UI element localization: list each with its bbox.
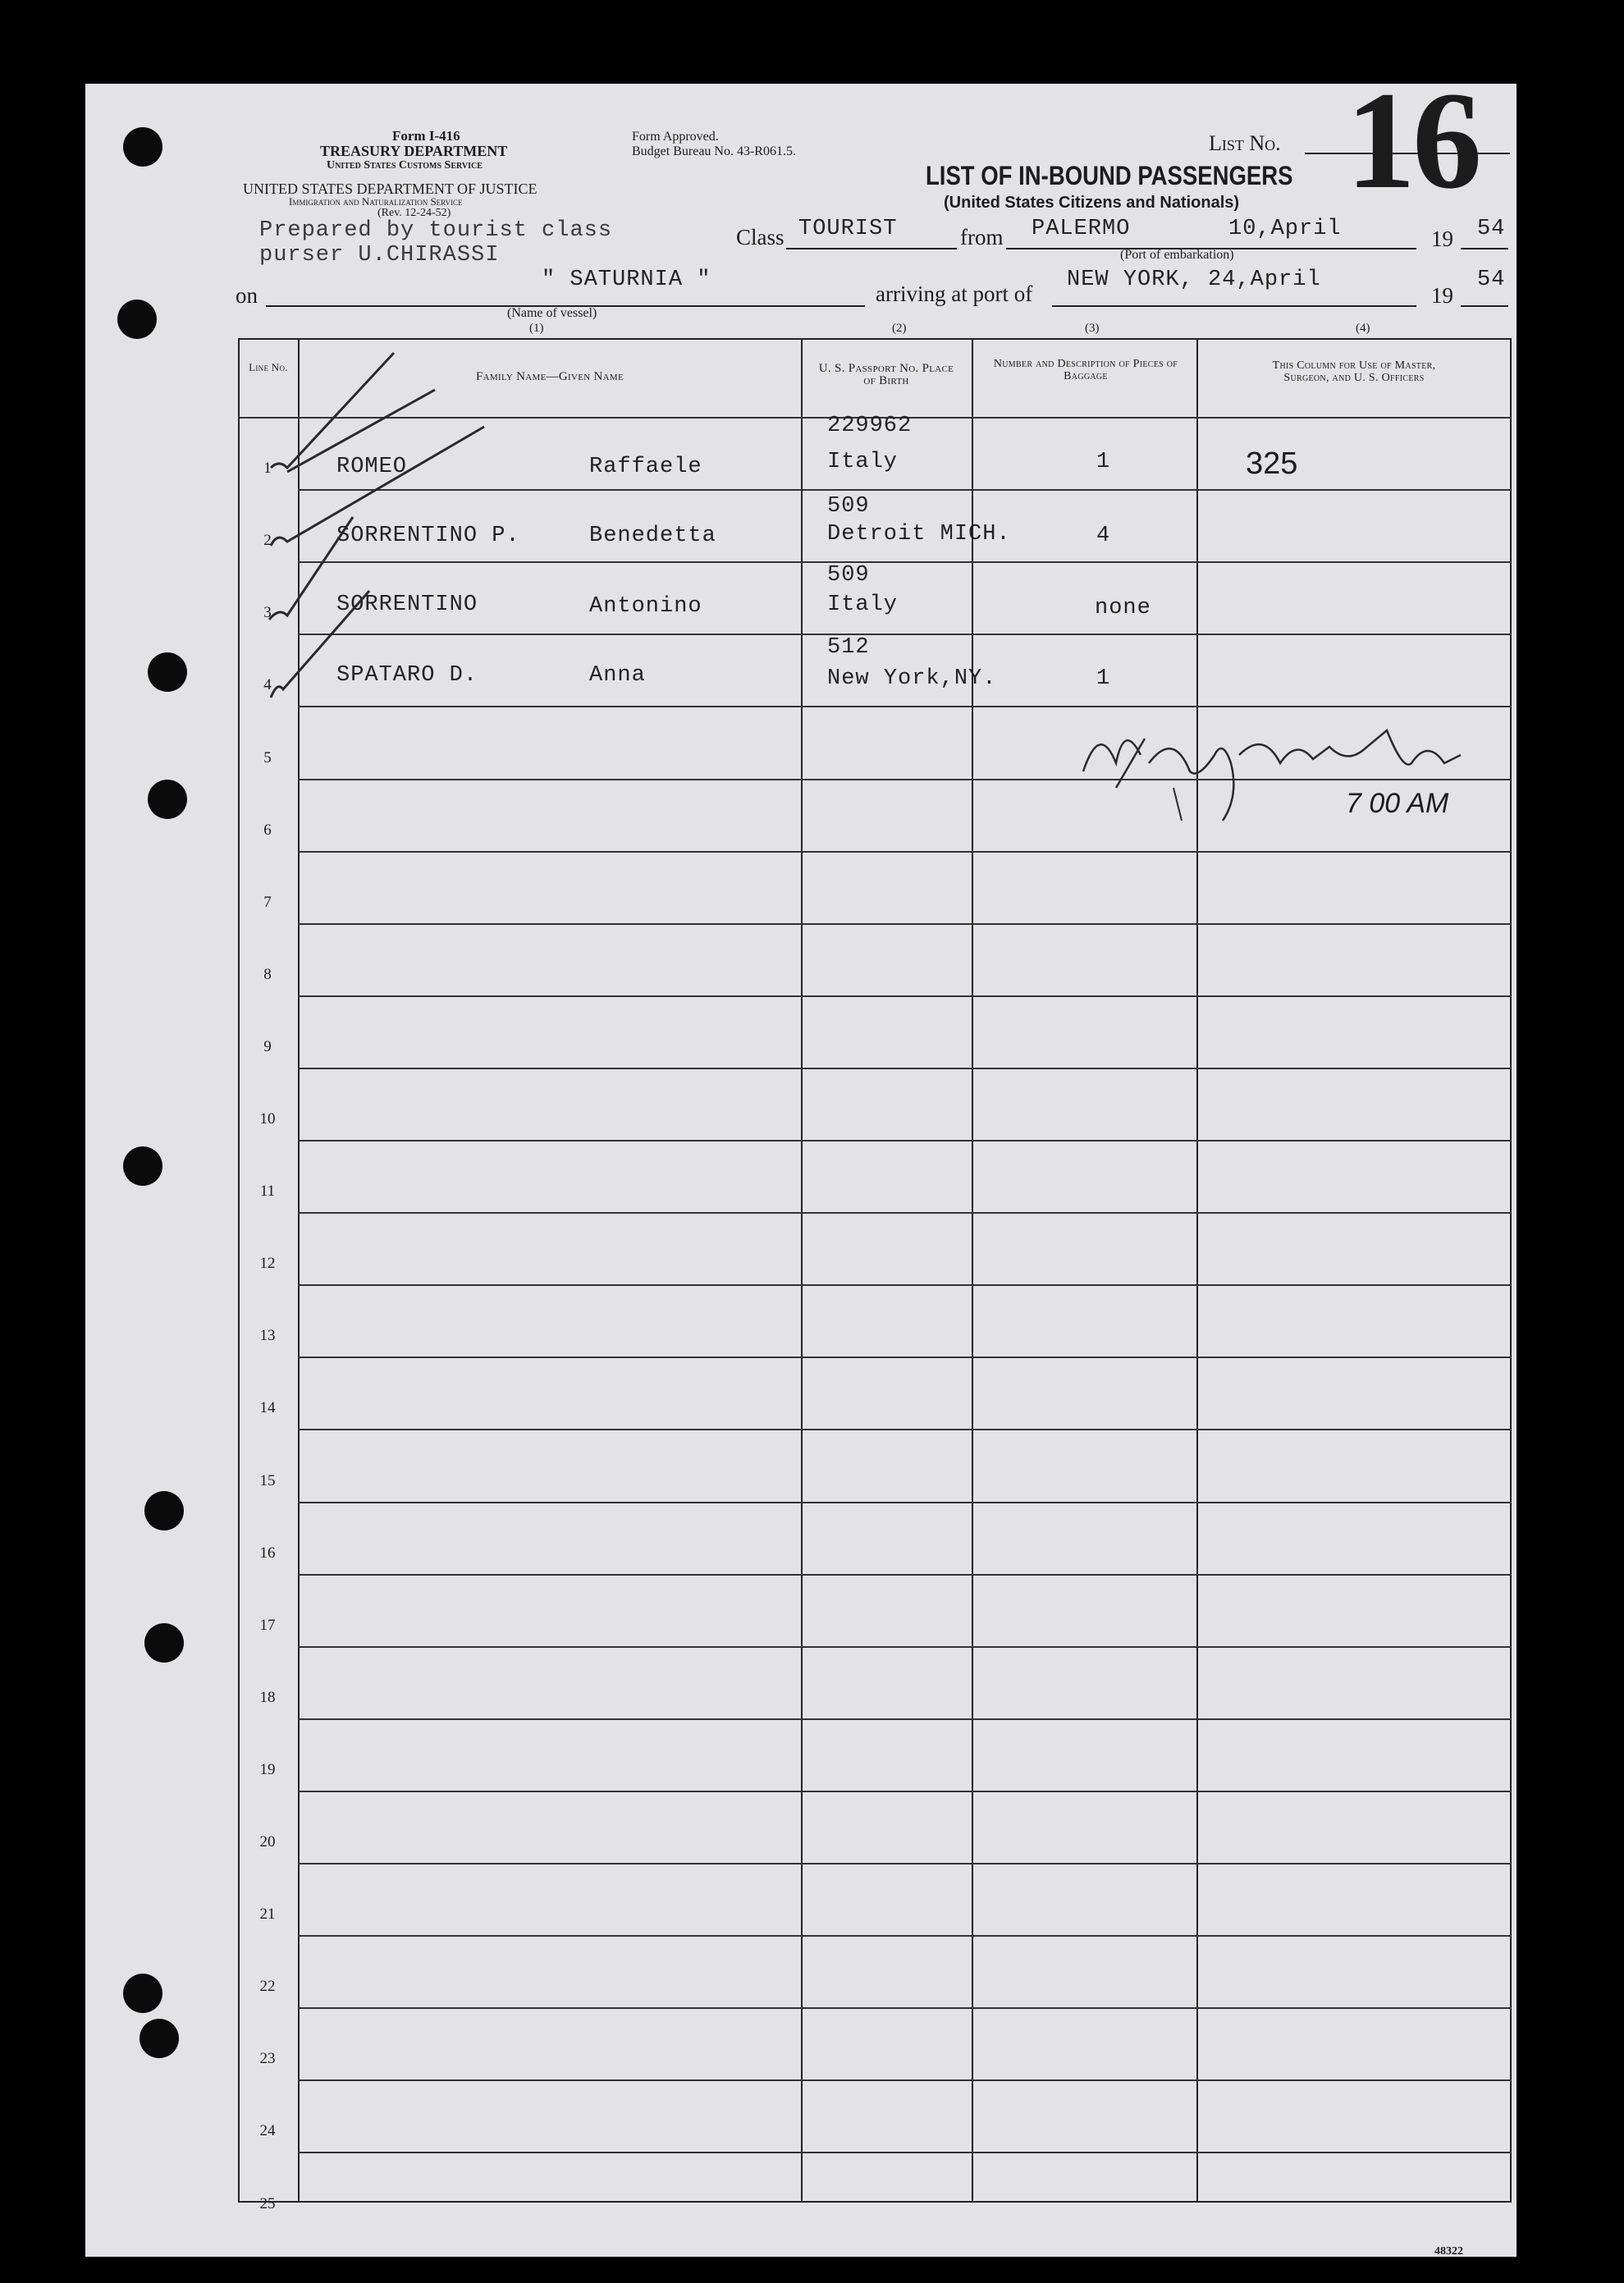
line-number: 6 [263, 821, 272, 839]
row-rule [298, 995, 1512, 997]
row-rule [298, 1068, 1512, 1069]
line-number: 22 [259, 1978, 276, 1995]
binder-hole [140, 2019, 179, 2058]
line-number: 24 [259, 2122, 276, 2139]
col-num-2: (2) [892, 322, 907, 335]
given-name: Benedetta [589, 524, 716, 548]
family-name: SORRENTINO P. [336, 524, 520, 548]
year-underline [1461, 248, 1508, 249]
given-name: Anna [589, 663, 646, 688]
row-rule [298, 2079, 1512, 2081]
binder-hole [144, 1623, 184, 1663]
line-number: 18 [259, 1689, 276, 1706]
binder-hole [148, 652, 187, 692]
row-rule [298, 1284, 1512, 1286]
port-embarkation-note: (Port of embarkation) [1120, 248, 1234, 262]
binder-hole [117, 300, 157, 339]
row-rule [298, 1212, 1512, 1214]
page-title: LIST OF IN-BOUND PASSENGERS [926, 161, 1293, 190]
binder-hole [123, 1146, 162, 1186]
family-name: SPATARO D. [336, 663, 478, 688]
line-number: 23 [259, 2050, 276, 2067]
officer-signature [1067, 706, 1494, 853]
header-name: Family Name—Given Name [475, 370, 624, 383]
row-rule [298, 1935, 1512, 1937]
col-divider [1196, 338, 1198, 2203]
baggage-count: 4 [1096, 524, 1111, 548]
line-number: 21 [259, 1906, 276, 1923]
row-rule [298, 2152, 1512, 2153]
footer-code: 48322 [1434, 2245, 1463, 2258]
prepared-by-line2: purser U.CHIRASSI [259, 243, 500, 268]
header-baggage: Number and Description of Pieces of Baggage [993, 358, 1178, 382]
line-number: 14 [259, 1399, 276, 1416]
passport-no: 509 [827, 494, 870, 519]
year-prefix: 19 [1431, 226, 1453, 251]
arrival-year: 54 [1477, 268, 1506, 292]
binder-hole [123, 127, 162, 167]
vessel-note: (Name of vessel) [507, 306, 597, 320]
header-officers: This Column for Use of Master, Surgeon, and U. S. Officers [1272, 359, 1436, 384]
birth-place: Italy [827, 450, 899, 474]
line-number: 16 [259, 1544, 276, 1562]
budget-bureau: Budget Bureau No. 43-R061.5. [632, 144, 796, 158]
form-number: Form I-416 [392, 128, 460, 144]
row-rule [298, 1502, 1512, 1503]
arrival-port-date: NEW YORK, 24,April [1067, 268, 1321, 292]
list-no-label: List No. [1209, 131, 1281, 155]
line-number: 3 [263, 604, 272, 621]
line-number: 5 [263, 749, 272, 766]
row-rule [298, 1140, 1512, 1142]
agency-treasury: TREASURY DEPARTMENT [320, 143, 508, 159]
baggage-count: 1 [1096, 450, 1111, 474]
row-rule [298, 1429, 1512, 1430]
agency-ins: Immigration and Naturalization Service [289, 195, 463, 208]
birth-place: Italy [827, 592, 899, 617]
agency-customs: United States Customs Service [327, 159, 483, 172]
passport-no: 229962 [827, 414, 913, 438]
from-port: PALERMO [1032, 217, 1131, 241]
birth-place: New York,NY. [827, 666, 997, 691]
col-num-4: (4) [1356, 322, 1370, 335]
form-revision: (Rev. 12-24-52) [377, 207, 451, 219]
line-number: 11 [259, 1183, 276, 1200]
line-number: 2 [263, 532, 272, 549]
family-name: ROMEO [336, 455, 408, 479]
header-line-no: Line No. [249, 361, 288, 373]
handwritten-time: 7 00 AM [1346, 788, 1449, 819]
vessel-name: " SATURNIA " [542, 268, 711, 292]
line-number: 7 [263, 894, 272, 911]
row-rule [298, 1863, 1512, 1864]
row-rule [298, 2007, 1512, 2009]
officer-note: 325 [1246, 446, 1298, 481]
binder-hole [123, 1974, 162, 2013]
on-label: on [236, 283, 258, 308]
list-number: 16 [1346, 63, 1479, 217]
row-rule [298, 1646, 1512, 1648]
binder-hole [148, 780, 187, 819]
page-subtitle: (United States Citizens and Nationals) [944, 194, 1240, 212]
line-number: 12 [259, 1255, 276, 1272]
passport-no: 509 [827, 563, 870, 588]
arrival-underline [1052, 305, 1416, 307]
class-underline [786, 248, 957, 249]
row-rule [298, 1357, 1512, 1358]
row-rule [298, 1791, 1512, 1792]
family-name: SORRENTINO [336, 592, 478, 617]
line-number: 13 [259, 1327, 276, 1344]
prepared-by-line1: Prepared by tourist class [259, 218, 613, 243]
line-number: 17 [259, 1617, 276, 1634]
class-label: Class [736, 225, 785, 249]
row-rule [298, 1574, 1512, 1576]
row-rule [298, 1718, 1512, 1720]
form-approved: Form Approved. [632, 130, 719, 144]
passport-no: 512 [827, 635, 870, 660]
baggage-count: 1 [1096, 666, 1111, 691]
year-value: 54 [1477, 217, 1506, 241]
col-num-1: (1) [529, 322, 544, 335]
line-number: 4 [263, 676, 272, 693]
line-number: 1 [263, 460, 272, 477]
line-number: 25 [259, 2195, 276, 2212]
header-passport: U. S. Passport No. Place of Birth [818, 362, 954, 387]
arriving-label: arriving at port of [876, 281, 1033, 306]
baggage-count: none [1095, 596, 1151, 620]
col-divider [801, 338, 803, 2203]
birth-place: Detroit MICH. [827, 522, 1011, 547]
given-name: Antonino [589, 594, 702, 619]
arrival-year-underline [1461, 305, 1508, 307]
line-number: 10 [259, 1110, 276, 1128]
from-date: 10,April [1228, 217, 1342, 241]
arrival-year-prefix: 19 [1431, 283, 1453, 308]
agency-justice: UNITED STATES DEPARTMENT OF JUSTICE [243, 181, 538, 197]
col-divider [972, 338, 973, 2203]
binder-hole [144, 1491, 184, 1530]
line-number: 15 [259, 1472, 276, 1489]
line-number: 19 [259, 1761, 276, 1778]
col-num-3: (3) [1085, 322, 1100, 335]
class-value: TOURIST [798, 217, 898, 241]
row-rule [298, 923, 1512, 925]
from-label: from [960, 225, 1004, 249]
line-number: 20 [259, 1833, 276, 1851]
line-number: 9 [263, 1038, 272, 1055]
check-marks [263, 345, 509, 706]
line-number: 8 [263, 966, 272, 983]
given-name: Raffaele [589, 455, 702, 479]
